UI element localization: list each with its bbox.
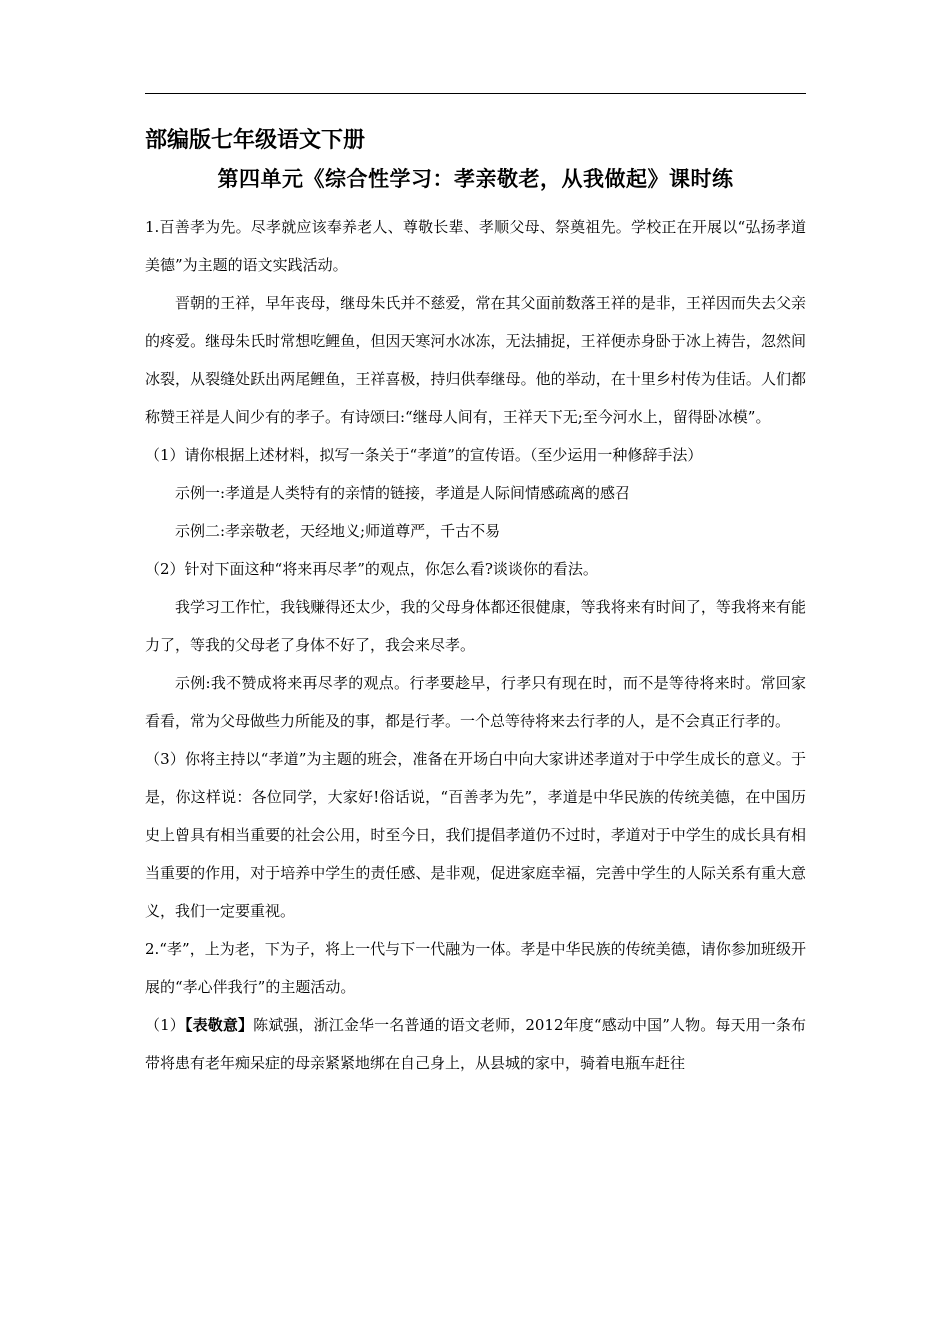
document-subtitle: 第四单元《综合性学习：孝亲敬老，从我做起》课时练	[217, 167, 734, 191]
question-1-part-1-example-2: 示例二:孝亲敬老，天经地义;师道尊严，千古不易	[175, 522, 501, 540]
question-1-intro: 1.百善孝为先。尽孝就应该奉养老人、尊敬长辈、孝顺父母、祭奠祖先。学校正在开展以“弘扬孝道美德”为主题的语文实践活动。	[145, 218, 806, 274]
document-body	[145, 124, 806, 1082]
question-1-part-2-quote: 我学习工作忙，我钱赚得还太少，我的父母身体都还很健康，等我将来有时间了，等我将来有能力了，等我的父母老了身体不好了，我会来尽孝。	[145, 598, 806, 654]
question-2-part-1-number: （1）	[145, 1016, 185, 1034]
question-2-part-1	[145, 1006, 806, 1082]
question-1-part-1-example-1: 示例一:孝道是人类特有的亲情的链接，孝道是人际间情感疏离的感召	[175, 484, 631, 502]
question-1-story: 晋朝的王祥，早年丧母，继母朱氏并不慈爱，常在其父面前数落王祥的是非，王祥因而失去父亲的疼爱。继母朱氏时常想吃鲤鱼，但因天寒河水冰冻，无法捕捉，王祥便赤身卧于冰上祷告，忽然间冰裂，从裂缝处跃出两尾鲤鱼，王祥喜极，持归供奉继母。他的举动，在十里乡村传为佳话。人们都称赞王祥是人间少有的孝子。有诗颂曰:“继母人间有，王祥天下无;至今河水上，留得卧冰模”。	[145, 294, 806, 426]
question-2-intro: 2.“孝”，上为老，下为子，将上一代与下一代融为一体。孝是中华民族的传统美德，请你参加班级开展的“孝心伴我行”的主题活动。	[145, 940, 806, 996]
question-2-part-1-tag: 【表敬意】	[184, 1016, 254, 1034]
question-1-part-1-prompt: （1）请你根据上述材料，拟写一条关于“孝道”的宣传语。（至少运用一种修辞手法）	[145, 446, 703, 464]
question-1-part-2-example: 示例:我不赞成将来再尽孝的观点。行孝要趁早，行孝只有现在时，而不是等待将来时。常回家看看，常为父母做些力所能及的事，都是行孝。一个总等待将来去行孝的人，是不会真正行孝的。	[145, 674, 806, 730]
question-2-part-1-text: 陈斌强，浙江金华一名普通的语文老师，2012年度“感动中国”人物。每天用一条布带将患有老年痴呆症的母亲紧紧地绑在自己身上，从县城的家中，骑着电瓶车赶往	[145, 1016, 807, 1072]
document-title: 部编版七年级语文下册	[145, 128, 366, 153]
question-1-part-2-prompt: （2）针对下面这种“将来再尽孝”的观点，你怎么看?谈谈你的看法。	[145, 560, 598, 578]
header-rule	[145, 93, 806, 94]
question-1-part-3: （3）你将主持以“孝道”为主题的班会，准备在开场白中向大家讲述孝道对于中学生成长的意义。于是，你这样说：各位同学，大家好!俗话说，“百善孝为先”，孝道是中华民族的传统美德，在中国历史上曾具有相当重要的社会公用，时至今日，我们提倡孝道仍不过时，孝道对于中学生的成长具有相当重要的作用，对于培养中学生的责任感、是非观，促进家庭幸福，完善中学生的人际关系有重大意义，我们一定要重视。	[145, 750, 806, 920]
